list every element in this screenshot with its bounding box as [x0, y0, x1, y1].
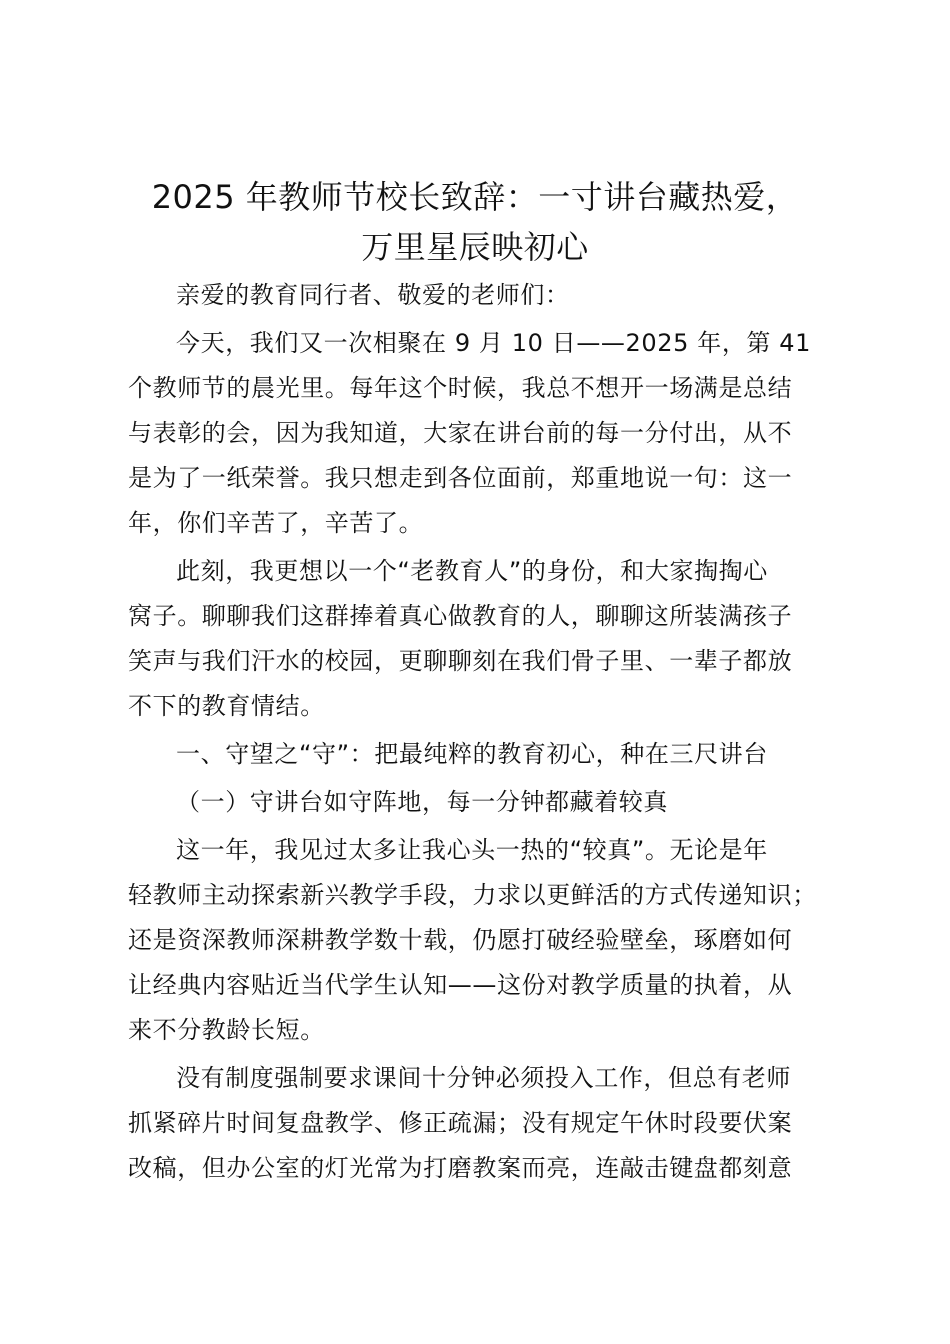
paragraph-3 — [128, 828, 828, 1053]
paragraph-line: 抓紧碎片时间复盘教学、修正疏漏；没有规定午休时段要伏案 — [128, 1109, 793, 1137]
paragraph-line: 没有制度强制要求课间十分钟必须投入工作，但总有老师 — [176, 1064, 791, 1092]
greeting — [128, 273, 828, 318]
paragraph-line: 今天，我们又一次相聚在 9 月 10 日——2025 年，第 41 — [176, 329, 811, 357]
document-body — [128, 273, 828, 1194]
paragraph-4 — [128, 1056, 828, 1191]
paragraph-line: 让经典内容贴近当代学生认知——这份对教学质量的执着，从 — [128, 971, 793, 999]
document-title-line-2: 万里星辰映初心 — [361, 228, 589, 266]
paragraph-line: 不下的教育情结。 — [128, 692, 325, 720]
paragraph-line: 年，你们辛苦了，辛苦了。 — [128, 509, 424, 537]
paragraph-line: 改稿，但办公室的灯光常为打磨教案而亮，连敲击键盘都刻意 — [128, 1154, 793, 1182]
document-title-line-1: 2025 年教师节校长致辞：一寸讲台藏热爱， — [151, 178, 799, 216]
paragraph-line: 窝子。聊聊我们这群捧着真心做教育的人，聊聊这所装满孩子 — [128, 602, 793, 630]
paragraph-line: 与表彰的会，因为我知道，大家在讲台前的每一分付出，从不 — [128, 419, 793, 447]
paragraph-2 — [128, 549, 828, 729]
paragraph-line: 来不分教龄长短。 — [128, 1016, 325, 1044]
paragraph-line: 个教师节的晨光里。每年这个时候，我总不想开一场满是总结 — [128, 374, 793, 402]
paragraph-line: 这一年，我见过太多让我心头一热的“较真”。无论是年 — [176, 836, 768, 864]
paragraph-1 — [128, 321, 828, 546]
greeting-line: 亲爱的教育同行者、敬爱的老师们： — [176, 281, 570, 309]
section-heading-1: 一、守望之“守”：把最纯粹的教育初心，种在三尺讲台 — [176, 740, 768, 768]
paragraph-line: 还是资深教师深耕教学数十载，仍愿打破经验壁垒，琢磨如何 — [128, 926, 793, 954]
paragraph-line: 是为了一纸荣誉。我只想走到各位面前，郑重地说一句：这一 — [128, 464, 793, 492]
subsection-heading-1-1: （一）守讲台如守阵地，每一分钟都藏着较真 — [176, 788, 668, 816]
paragraph-line: 轻教师主动探索新兴教学手段，力求以更鲜活的方式传递知识； — [128, 881, 817, 909]
paragraph-line: 此刻，我更想以一个“老教育人”的身份，和大家掏掏心 — [176, 557, 768, 585]
paragraph-line: 笑声与我们汗水的校园，更聊聊刻在我们骨子里、一辈子都放 — [128, 647, 793, 675]
